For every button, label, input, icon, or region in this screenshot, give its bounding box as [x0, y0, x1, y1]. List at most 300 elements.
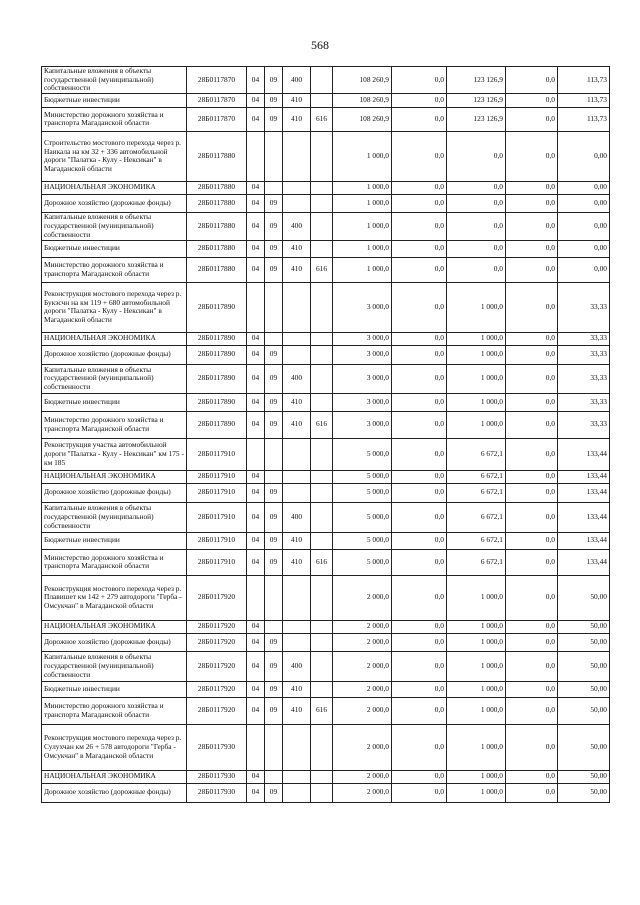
executed-sum: 1 000,0: [447, 724, 506, 770]
table-row: [42, 681, 610, 697]
approved-sum: 3 000,0: [333, 411, 392, 438]
target-article-code: 28Б0117910: [187, 483, 247, 502]
section-code: 04: [247, 681, 265, 697]
budget-item-name: Реконструкция мостового перехода через р. Плавишет км 142 + 279 автодороги "Герба - Омсукчан" в Магаданской области: [42, 575, 187, 620]
execution-percent: 133,44: [558, 470, 610, 483]
approved-sum: 3 000,0: [333, 332, 392, 345]
execution-percent: 133,44: [558, 549, 610, 575]
table-row: [42, 697, 610, 724]
administrator-code: [311, 282, 333, 332]
executed-sum: 1 000,0: [447, 332, 506, 345]
table-row: [42, 438, 610, 470]
target-article-code: 28Б0117870: [187, 93, 247, 107]
expense-type-code: 410: [283, 697, 311, 724]
target-article-code: 28Б0117870: [187, 67, 247, 94]
amended-sum: 0,0: [392, 131, 447, 181]
executed-sum: 1 000,0: [447, 697, 506, 724]
target-article-code: 28Б0117930: [187, 783, 247, 802]
administrator-code: [311, 633, 333, 651]
budget-item-name: НАЦИОНАЛЬНАЯ ЭКОНОМИКА: [42, 332, 187, 345]
section-code: 04: [247, 411, 265, 438]
execution-percent: 33,33: [558, 282, 610, 332]
administrator-code: [311, 67, 333, 94]
extra-sum: 0,0: [506, 438, 558, 470]
budget-item-name: Реконструкция мостового перехода через р. Сулухчан км 26 + 578 автодороги "Герба - Омсукчан" в Магаданской области: [42, 724, 187, 770]
subsection-code: 09: [265, 107, 283, 131]
subsection-code: [265, 724, 283, 770]
expense-type-code: 400: [283, 502, 311, 532]
expense-type-code: 400: [283, 651, 311, 681]
target-article-code: 28Б0117920: [187, 651, 247, 681]
budget-item-name: Дорожное хозяйство (дорожные фонды): [42, 483, 187, 502]
subsection-code: [265, 620, 283, 633]
target-article-code: 28Б0117880: [187, 181, 247, 194]
execution-percent: 50,00: [558, 697, 610, 724]
section-code: 04: [247, 470, 265, 483]
subsection-code: 09: [265, 502, 283, 532]
execution-percent: 133,44: [558, 483, 610, 502]
executed-sum: 123 126,9: [447, 67, 506, 94]
extra-sum: 0,0: [506, 783, 558, 802]
subsection-code: 09: [265, 651, 283, 681]
expense-type-code: [283, 181, 311, 194]
expense-type-code: [283, 633, 311, 651]
extra-sum: 0,0: [506, 470, 558, 483]
amended-sum: 0,0: [392, 502, 447, 532]
budget-item-name: Реконструкция участка автомобильной дороги "Палатка - Кулу - Нексикан" км 175 - км 185: [42, 438, 187, 470]
executed-sum: 6 672,1: [447, 470, 506, 483]
extra-sum: 0,0: [506, 107, 558, 131]
amended-sum: 0,0: [392, 651, 447, 681]
administrator-code: [311, 770, 333, 783]
approved-sum: 2 000,0: [333, 681, 392, 697]
amended-sum: 0,0: [392, 724, 447, 770]
amended-sum: 0,0: [392, 633, 447, 651]
execution-percent: 133,44: [558, 502, 610, 532]
amended-sum: 0,0: [392, 411, 447, 438]
target-article-code: 28Б0117910: [187, 532, 247, 549]
administrator-code: [311, 502, 333, 532]
administrator-code: [311, 651, 333, 681]
executed-sum: 1 000,0: [447, 633, 506, 651]
subsection-code: [265, 575, 283, 620]
target-article-code: 28Б0117880: [187, 131, 247, 181]
extra-sum: 0,0: [506, 332, 558, 345]
approved-sum: 2 000,0: [333, 575, 392, 620]
execution-percent: 50,00: [558, 770, 610, 783]
subsection-code: [265, 770, 283, 783]
executed-sum: 1 000,0: [447, 681, 506, 697]
budget-item-name: Министерство дорожного хозяйства и транспорта Магаданской области: [42, 257, 187, 282]
expense-type-code: 410: [283, 532, 311, 549]
expense-type-code: 410: [283, 681, 311, 697]
approved-sum: 1 000,0: [333, 212, 392, 240]
approved-sum: 3 000,0: [333, 345, 392, 364]
executed-sum: 0,0: [447, 194, 506, 212]
target-article-code: 28Б0117930: [187, 724, 247, 770]
extra-sum: 0,0: [506, 502, 558, 532]
subsection-code: 09: [265, 240, 283, 257]
extra-sum: 0,0: [506, 620, 558, 633]
budget-table: [41, 66, 610, 803]
target-article-code: 28Б0117890: [187, 332, 247, 345]
budget-item-name: Капитальные вложения в объекты государственной (муниципальной) собственности: [42, 212, 187, 240]
budget-item-name: НАЦИОНАЛЬНАЯ ЭКОНОМИКА: [42, 620, 187, 633]
budget-item-name: Дорожное хозяйство (дорожные фонды): [42, 633, 187, 651]
target-article-code: 28Б0117920: [187, 633, 247, 651]
extra-sum: 0,0: [506, 93, 558, 107]
section-code: 04: [247, 532, 265, 549]
executed-sum: 1 000,0: [447, 393, 506, 411]
amended-sum: 0,0: [392, 194, 447, 212]
subsection-code: 09: [265, 483, 283, 502]
budget-item-name: НАЦИОНАЛЬНАЯ ЭКОНОМИКА: [42, 181, 187, 194]
subsection-code: 09: [265, 633, 283, 651]
administrator-code: [311, 681, 333, 697]
expense-type-code: 400: [283, 364, 311, 393]
administrator-code: [311, 575, 333, 620]
approved-sum: 108 260,9: [333, 107, 392, 131]
budget-table-body: [42, 67, 610, 803]
amended-sum: 0,0: [392, 67, 447, 94]
administrator-code: [311, 131, 333, 181]
budget-item-name: Капитальные вложения в объекты государственной (муниципальной) собственности: [42, 651, 187, 681]
section-code: 04: [247, 181, 265, 194]
expense-type-code: [283, 783, 311, 802]
expense-type-code: [283, 770, 311, 783]
amended-sum: 0,0: [392, 212, 447, 240]
table-row: [42, 93, 610, 107]
extra-sum: 0,0: [506, 181, 558, 194]
section-code: 04: [247, 620, 265, 633]
extra-sum: 0,0: [506, 364, 558, 393]
expense-type-code: 410: [283, 93, 311, 107]
expense-type-code: [283, 345, 311, 364]
administrator-code: 616: [311, 697, 333, 724]
expense-type-code: [283, 470, 311, 483]
subsection-code: 09: [265, 783, 283, 802]
section-code: 04: [247, 783, 265, 802]
expense-type-code: 410: [283, 549, 311, 575]
target-article-code: 28Б0117910: [187, 470, 247, 483]
execution-percent: 113,73: [558, 93, 610, 107]
approved-sum: 2 000,0: [333, 783, 392, 802]
subsection-code: [265, 131, 283, 181]
approved-sum: 3 000,0: [333, 364, 392, 393]
expense-type-code: 400: [283, 67, 311, 94]
section-code: 04: [247, 240, 265, 257]
administrator-code: [311, 393, 333, 411]
amended-sum: 0,0: [392, 438, 447, 470]
extra-sum: 0,0: [506, 681, 558, 697]
executed-sum: 1 000,0: [447, 620, 506, 633]
subsection-code: 09: [265, 194, 283, 212]
subsection-code: 09: [265, 257, 283, 282]
extra-sum: 0,0: [506, 282, 558, 332]
subsection-code: [265, 332, 283, 345]
amended-sum: 0,0: [392, 783, 447, 802]
approved-sum: 5 000,0: [333, 502, 392, 532]
table-row: [42, 67, 610, 94]
administrator-code: 616: [311, 257, 333, 282]
extra-sum: 0,0: [506, 532, 558, 549]
section-code: 04: [247, 107, 265, 131]
executed-sum: 1 000,0: [447, 575, 506, 620]
administrator-code: [311, 483, 333, 502]
budget-item-name: Бюджетные инвестиции: [42, 393, 187, 411]
execution-percent: 0,00: [558, 131, 610, 181]
extra-sum: 0,0: [506, 212, 558, 240]
table-row: [42, 633, 610, 651]
amended-sum: 0,0: [392, 483, 447, 502]
subsection-code: [265, 181, 283, 194]
administrator-code: [311, 470, 333, 483]
administrator-code: [311, 332, 333, 345]
table-row: [42, 345, 610, 364]
extra-sum: 0,0: [506, 633, 558, 651]
amended-sum: 0,0: [392, 470, 447, 483]
budget-item-name: Дорожное хозяйство (дорожные фонды): [42, 345, 187, 364]
subsection-code: 09: [265, 212, 283, 240]
target-article-code: 28Б0117880: [187, 194, 247, 212]
extra-sum: 0,0: [506, 393, 558, 411]
subsection-code: 09: [265, 697, 283, 724]
executed-sum: 0,0: [447, 240, 506, 257]
approved-sum: 108 260,9: [333, 93, 392, 107]
budget-item-name: Дорожное хозяйство (дорожные фонды): [42, 783, 187, 802]
section-code: 04: [247, 364, 265, 393]
administrator-code: [311, 438, 333, 470]
target-article-code: 28Б0117910: [187, 502, 247, 532]
execution-percent: 50,00: [558, 575, 610, 620]
extra-sum: 0,0: [506, 575, 558, 620]
administrator-code: [311, 212, 333, 240]
amended-sum: 0,0: [392, 681, 447, 697]
expense-type-code: [283, 194, 311, 212]
budget-item-name: НАЦИОНАЛЬНАЯ ЭКОНОМИКА: [42, 470, 187, 483]
target-article-code: 28Б0117910: [187, 549, 247, 575]
approved-sum: 1 000,0: [333, 257, 392, 282]
subsection-code: 09: [265, 549, 283, 575]
execution-percent: 50,00: [558, 724, 610, 770]
budget-item-name: Бюджетные инвестиции: [42, 93, 187, 107]
section-code: 04: [247, 770, 265, 783]
execution-percent: 50,00: [558, 651, 610, 681]
extra-sum: 0,0: [506, 131, 558, 181]
section-code: 04: [247, 257, 265, 282]
amended-sum: 0,0: [392, 93, 447, 107]
execution-percent: 113,73: [558, 67, 610, 94]
target-article-code: 28Б0117920: [187, 620, 247, 633]
target-article-code: 28Б0117890: [187, 282, 247, 332]
approved-sum: 2 000,0: [333, 697, 392, 724]
executed-sum: 6 672,1: [447, 532, 506, 549]
administrator-code: [311, 783, 333, 802]
approved-sum: 5 000,0: [333, 532, 392, 549]
amended-sum: 0,0: [392, 107, 447, 131]
amended-sum: 0,0: [392, 181, 447, 194]
approved-sum: 108 260,9: [333, 67, 392, 94]
target-article-code: 28Б0117920: [187, 681, 247, 697]
target-article-code: 28Б0117890: [187, 364, 247, 393]
target-article-code: 28Б0117920: [187, 575, 247, 620]
execution-percent: 33,33: [558, 393, 610, 411]
budget-item-name: Строительство мостового перехода через р. Наикала на км 32 + 336 автомобильной дороги "Палатка - Кулу - Нексикан" в Магаданской области: [42, 131, 187, 181]
executed-sum: 1 000,0: [447, 783, 506, 802]
section-code: 04: [247, 332, 265, 345]
approved-sum: 3 000,0: [333, 393, 392, 411]
approved-sum: 2 000,0: [333, 651, 392, 681]
execution-percent: 33,33: [558, 364, 610, 393]
table-row: [42, 131, 610, 181]
expense-type-code: [283, 620, 311, 633]
extra-sum: 0,0: [506, 194, 558, 212]
administrator-code: [311, 620, 333, 633]
amended-sum: 0,0: [392, 575, 447, 620]
target-article-code: 28Б0117920: [187, 697, 247, 724]
table-row: [42, 364, 610, 393]
amended-sum: 0,0: [392, 282, 447, 332]
extra-sum: 0,0: [506, 240, 558, 257]
table-row: [42, 194, 610, 212]
administrator-code: 616: [311, 107, 333, 131]
extra-sum: 0,0: [506, 67, 558, 94]
execution-percent: 0,00: [558, 257, 610, 282]
administrator-code: [311, 194, 333, 212]
expense-type-code: 400: [283, 212, 311, 240]
section-code: 04: [247, 549, 265, 575]
budget-item-name: Капитальные вложения в объекты государственной (муниципальной) собственности: [42, 364, 187, 393]
table-row: [42, 257, 610, 282]
approved-sum: 1 000,0: [333, 194, 392, 212]
executed-sum: 0,0: [447, 212, 506, 240]
execution-percent: 33,33: [558, 411, 610, 438]
approved-sum: 2 000,0: [333, 620, 392, 633]
section-code: [247, 575, 265, 620]
extra-sum: 0,0: [506, 483, 558, 502]
subsection-code: 09: [265, 67, 283, 94]
target-article-code: 28Б0117890: [187, 393, 247, 411]
expense-type-code: [283, 483, 311, 502]
extra-sum: 0,0: [506, 697, 558, 724]
amended-sum: 0,0: [392, 257, 447, 282]
executed-sum: 1 000,0: [447, 770, 506, 783]
table-row: [42, 783, 610, 802]
budget-item-name: Бюджетные инвестиции: [42, 681, 187, 697]
table-row: [42, 332, 610, 345]
budget-item-name: Бюджетные инвестиции: [42, 240, 187, 257]
execution-percent: 133,44: [558, 532, 610, 549]
section-code: 04: [247, 633, 265, 651]
budget-item-name: НАЦИОНАЛЬНАЯ ЭКОНОМИКА: [42, 770, 187, 783]
extra-sum: 0,0: [506, 411, 558, 438]
administrator-code: [311, 240, 333, 257]
administrator-code: [311, 724, 333, 770]
subsection-code: 09: [265, 393, 283, 411]
execution-percent: 0,00: [558, 194, 610, 212]
budget-item-name: Капитальные вложения в объекты государственной (муниципальной) собственности: [42, 67, 187, 94]
subsection-code: 09: [265, 681, 283, 697]
amended-sum: 0,0: [392, 532, 447, 549]
subsection-code: 09: [265, 532, 283, 549]
target-article-code: 28Б0117930: [187, 770, 247, 783]
amended-sum: 0,0: [392, 770, 447, 783]
executed-sum: 0,0: [447, 181, 506, 194]
execution-percent: 50,00: [558, 620, 610, 633]
section-code: [247, 438, 265, 470]
execution-percent: 113,73: [558, 107, 610, 131]
approved-sum: 5 000,0: [333, 483, 392, 502]
execution-percent: 0,00: [558, 240, 610, 257]
execution-percent: 33,33: [558, 345, 610, 364]
approved-sum: 2 000,0: [333, 724, 392, 770]
executed-sum: 6 672,1: [447, 438, 506, 470]
table-row: [42, 470, 610, 483]
budget-item-name: Министерство дорожного хозяйства и транспорта Магаданской области: [42, 697, 187, 724]
subsection-code: 09: [265, 93, 283, 107]
amended-sum: 0,0: [392, 332, 447, 345]
approved-sum: 1 000,0: [333, 240, 392, 257]
executed-sum: 1 000,0: [447, 345, 506, 364]
expense-type-code: [283, 724, 311, 770]
executed-sum: 1 000,0: [447, 364, 506, 393]
budget-item-name: Министерство дорожного хозяйства и транспорта Магаданской области: [42, 411, 187, 438]
section-code: [247, 131, 265, 181]
section-code: 04: [247, 502, 265, 532]
table-row: [42, 651, 610, 681]
administrator-code: [311, 364, 333, 393]
approved-sum: 1 000,0: [333, 131, 392, 181]
table-row: [42, 502, 610, 532]
section-code: 04: [247, 194, 265, 212]
extra-sum: 0,0: [506, 345, 558, 364]
execution-percent: 133,44: [558, 438, 610, 470]
amended-sum: 0,0: [392, 345, 447, 364]
subsection-code: 09: [265, 364, 283, 393]
execution-percent: 50,00: [558, 681, 610, 697]
extra-sum: 0,0: [506, 770, 558, 783]
table-row: [42, 620, 610, 633]
amended-sum: 0,0: [392, 393, 447, 411]
execution-percent: 0,00: [558, 181, 610, 194]
section-code: 04: [247, 67, 265, 94]
table-row: [42, 483, 610, 502]
administrator-code: [311, 532, 333, 549]
target-article-code: 28Б0117880: [187, 212, 247, 240]
section-code: 04: [247, 345, 265, 364]
target-article-code: 28Б0117880: [187, 257, 247, 282]
administrator-code: 616: [311, 549, 333, 575]
expense-type-code: 410: [283, 393, 311, 411]
target-article-code: 28Б0117880: [187, 240, 247, 257]
table-row: [42, 411, 610, 438]
target-article-code: 28Б0117870: [187, 107, 247, 131]
budget-item-name: Министерство дорожного хозяйства и транспорта Магаданской области: [42, 107, 187, 131]
table-row: [42, 393, 610, 411]
section-code: 04: [247, 393, 265, 411]
expense-type-code: [283, 131, 311, 181]
extra-sum: 0,0: [506, 257, 558, 282]
subsection-code: 09: [265, 345, 283, 364]
target-article-code: 28Б0117890: [187, 345, 247, 364]
subsection-code: 09: [265, 411, 283, 438]
approved-sum: 5 000,0: [333, 470, 392, 483]
expense-type-code: [283, 282, 311, 332]
table-row: [42, 532, 610, 549]
executed-sum: 123 126,9: [447, 93, 506, 107]
approved-sum: 2 000,0: [333, 633, 392, 651]
subsection-code: [265, 470, 283, 483]
